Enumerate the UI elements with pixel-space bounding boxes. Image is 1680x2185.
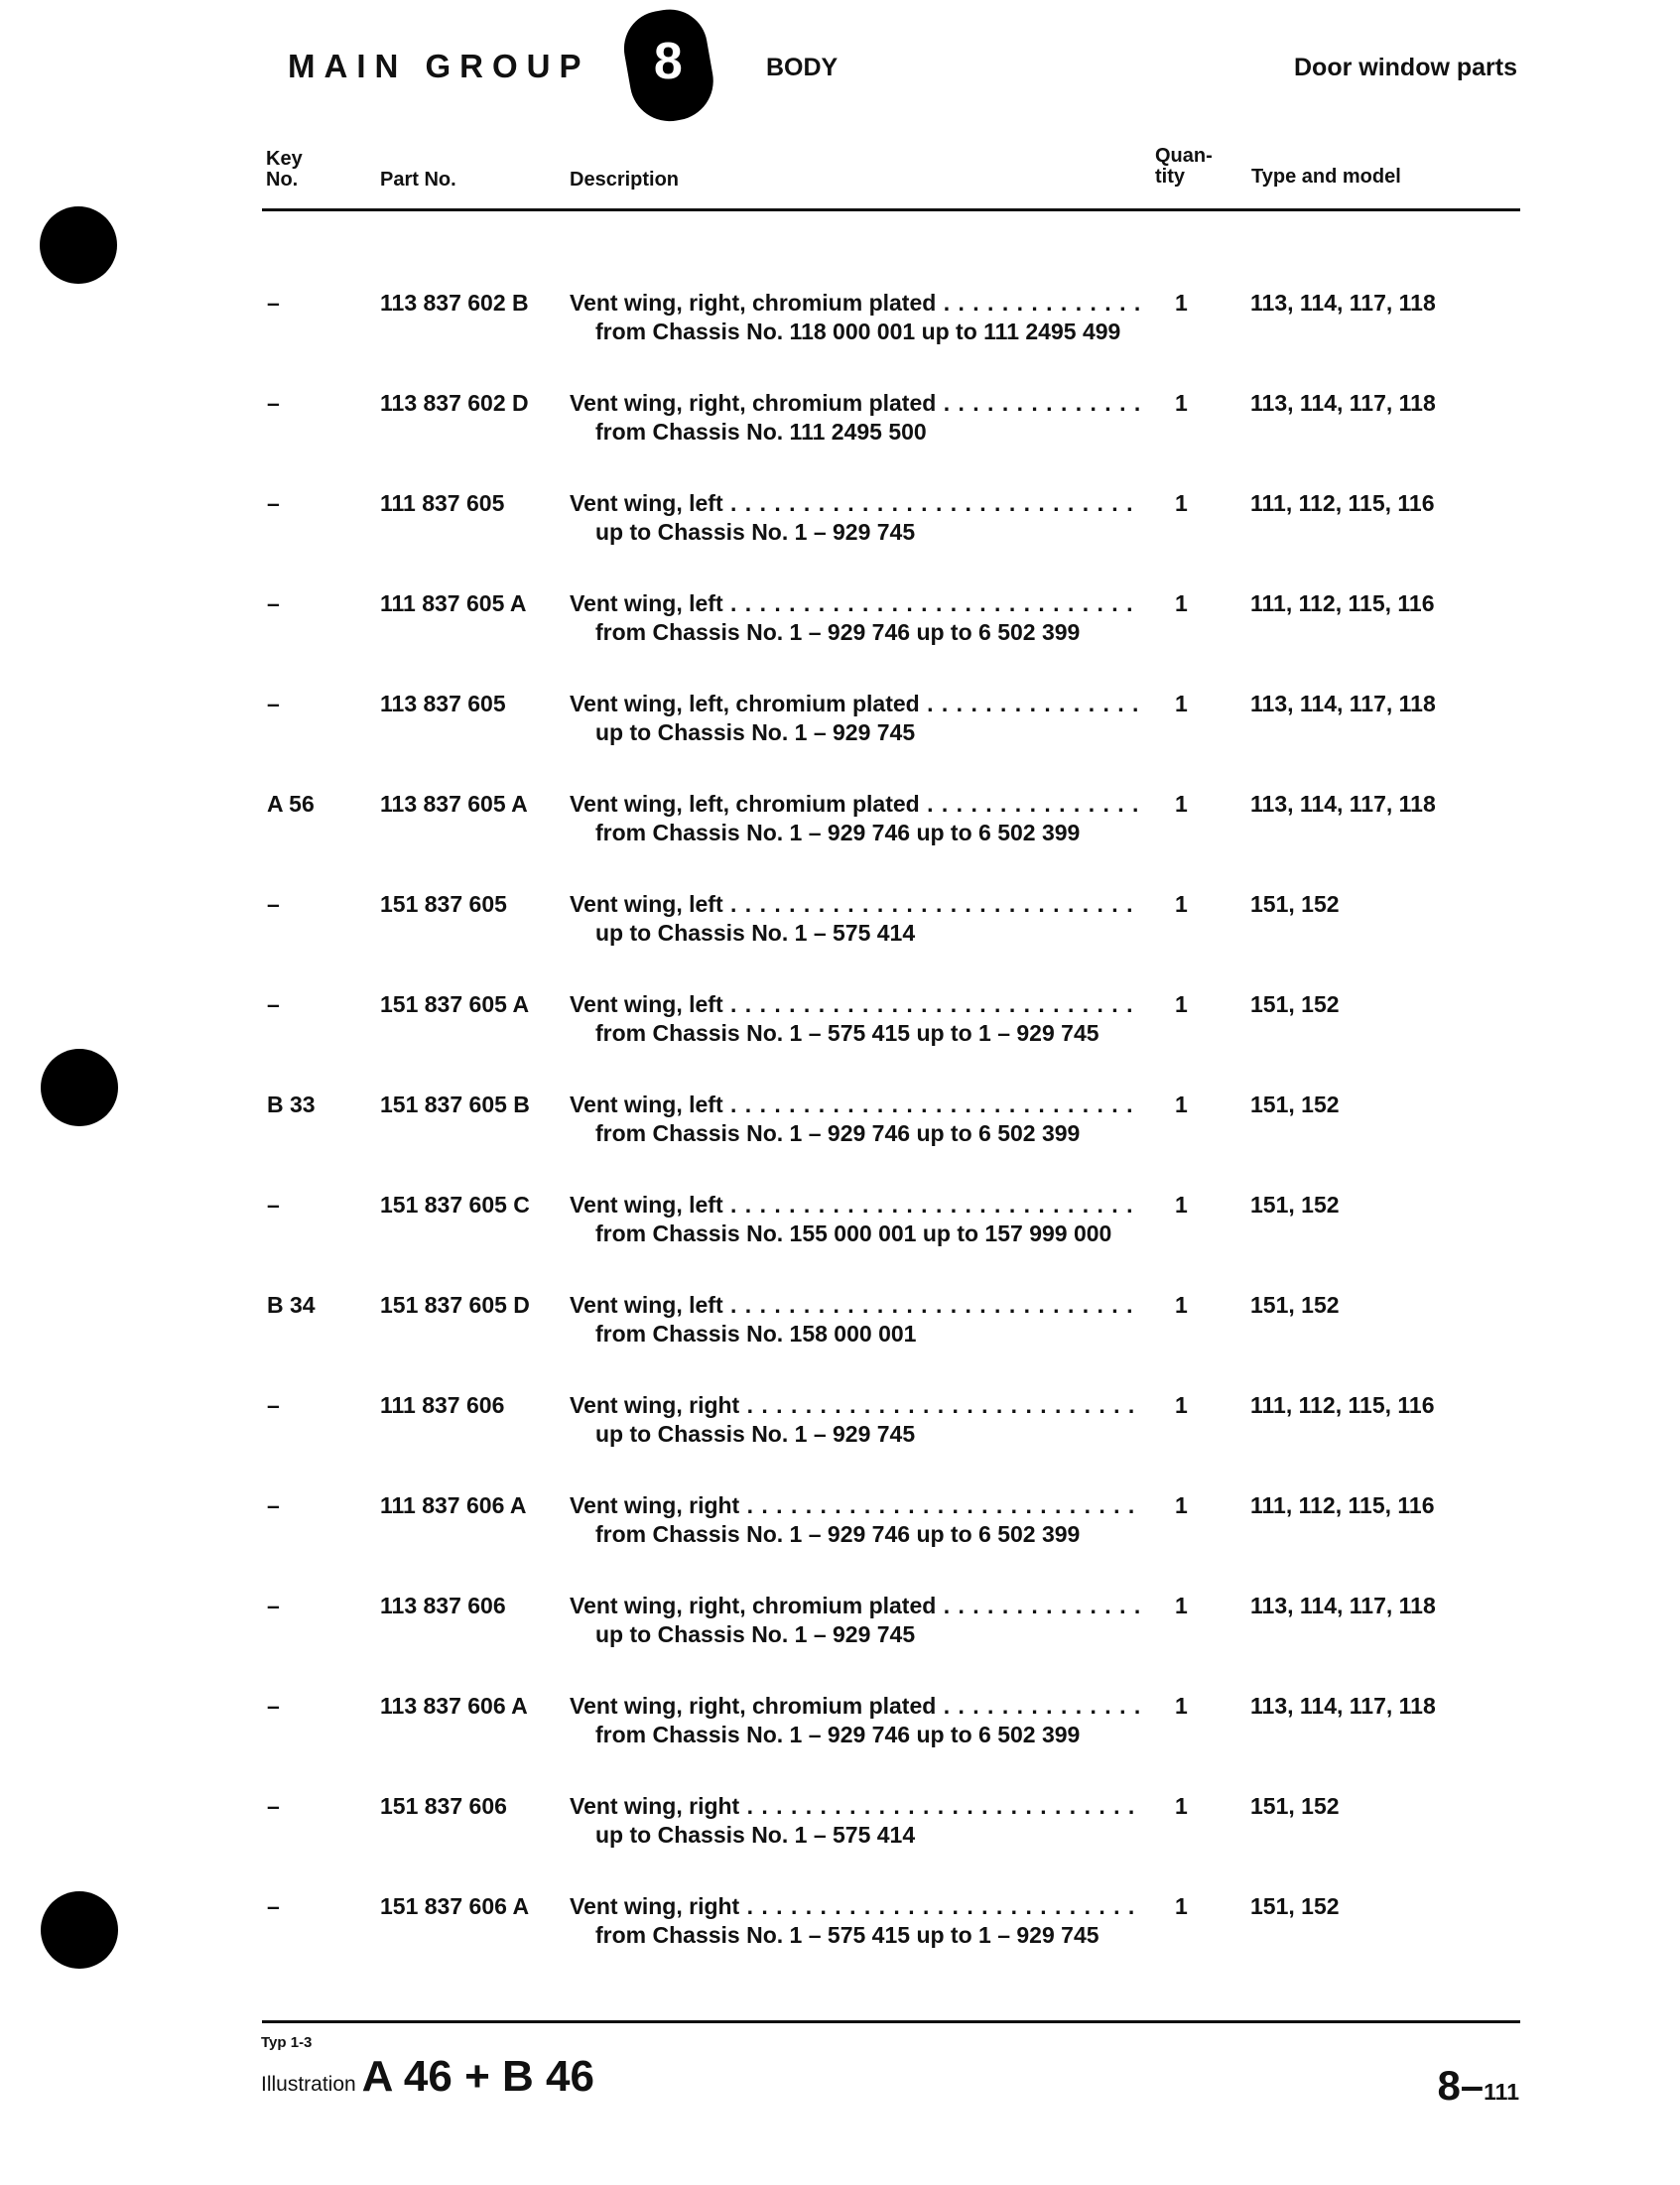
type-model: 111, 112, 115, 116 (1250, 1392, 1435, 1418)
type-model: 151, 152 (1250, 1092, 1340, 1117)
quantity: 1 (1175, 290, 1188, 316)
chassis-range: from Chassis No. 1 – 929 746 up to 6 502 399 (595, 1120, 1081, 1146)
table-row (0, 1492, 1680, 1562)
type-model: 113, 114, 117, 118 (1250, 290, 1436, 316)
chassis-range: from Chassis No. 111 2495 500 (595, 419, 927, 445)
part-no: 113 837 602 D (380, 390, 529, 416)
description: Vent wing, left . . . (570, 490, 1139, 517)
quantity: 1 (1175, 1392, 1188, 1418)
description: Vent wing, left . . . (570, 1292, 1139, 1319)
table-row (0, 1292, 1680, 1361)
part-no: 151 837 605 C (380, 1192, 530, 1218)
table-row (0, 691, 1680, 760)
key-no: – (267, 590, 280, 616)
quantity: 1 (1175, 1793, 1188, 1819)
quantity: 1 (1175, 891, 1188, 917)
chassis-range: up to Chassis No. 1 – 929 745 (595, 1621, 916, 1647)
type-model: 151, 152 (1250, 1893, 1340, 1919)
table-row (0, 590, 1680, 660)
type-model: 113, 114, 117, 118 (1250, 390, 1436, 416)
key-no: – (267, 290, 280, 316)
group-number: 8 (653, 33, 683, 91)
chassis-range: up to Chassis No. 1 – 929 745 (595, 519, 916, 545)
chassis-range: from Chassis No. 1 – 929 746 up to 6 502 399 (595, 1722, 1081, 1747)
quantity: 1 (1175, 390, 1188, 416)
type-model: 113, 114, 117, 118 (1250, 1593, 1436, 1618)
footer-illustration: Illustration A 46 + B 46 (261, 2052, 594, 2101)
table-row (0, 490, 1680, 560)
col-key-no: Key No. (266, 148, 303, 191)
quantity: 1 (1175, 1693, 1188, 1719)
table-row (0, 290, 1680, 359)
description: Vent wing, right . . . (570, 1793, 1139, 1820)
type-model: 111, 112, 115, 116 (1250, 1492, 1435, 1518)
description: Vent wing, right, chromium plated . . . (570, 1693, 1139, 1720)
chassis-range: from Chassis No. 1 – 929 746 up to 6 502 399 (595, 1521, 1081, 1547)
type-model: 113, 114, 117, 118 (1250, 791, 1436, 817)
description: Vent wing, left . . . (570, 991, 1139, 1018)
chassis-range: up to Chassis No. 1 – 929 745 (595, 1421, 916, 1447)
quantity: 1 (1175, 1092, 1188, 1117)
key-no: – (267, 1492, 280, 1518)
description: Vent wing, right . . . (570, 1392, 1139, 1419)
description: Vent wing, right, chromium plated . . . (570, 390, 1139, 417)
footer-type: Typ 1-3 (261, 2034, 313, 2051)
description: Vent wing, left, chromium plated . . . (570, 791, 1139, 818)
key-no: – (267, 691, 280, 716)
table-row (0, 1392, 1680, 1462)
key-no: – (267, 891, 280, 917)
description: Vent wing, right, chromium plated . . . (570, 290, 1139, 317)
part-no: 151 837 605 B (380, 1092, 530, 1117)
key-no: – (267, 1793, 280, 1819)
quantity: 1 (1175, 1593, 1188, 1618)
chassis-range: from Chassis No. 1 – 575 415 up to 1 – 929 745 (595, 1922, 1099, 1948)
quantity: 1 (1175, 1192, 1188, 1218)
quantity: 1 (1175, 1492, 1188, 1518)
type-model: 111, 112, 115, 116 (1250, 490, 1435, 516)
illustration-ref: A 46 + B 46 (361, 2052, 594, 2101)
type-model: 151, 152 (1250, 1192, 1340, 1218)
description: Vent wing, right . . . (570, 1492, 1139, 1519)
part-no: 151 837 606 A (380, 1893, 530, 1919)
part-no: 111 837 606 (380, 1392, 505, 1418)
quantity: 1 (1175, 1893, 1188, 1919)
key-no: – (267, 1593, 280, 1618)
page-number: 8–111 (1437, 2062, 1519, 2109)
col-description: Description (570, 169, 680, 191)
chassis-range: from Chassis No. 1 – 929 746 up to 6 502 399 (595, 820, 1081, 845)
chassis-range: up to Chassis No. 1 – 929 745 (595, 719, 916, 745)
table-row (0, 1092, 1680, 1161)
table-row (0, 1593, 1680, 1662)
main-group-label: MAIN GROUP (288, 48, 590, 84)
part-no: 113 837 606 A (380, 1693, 528, 1719)
part-no: 113 837 602 B (380, 290, 529, 316)
group-name: BODY (766, 54, 839, 81)
description: Vent wing, right, chromium plated . . . (570, 1593, 1139, 1619)
table-row (0, 1192, 1680, 1261)
key-no: – (267, 490, 280, 516)
type-model: 151, 152 (1250, 1793, 1340, 1819)
table-row (0, 891, 1680, 961)
key-no: B 33 (267, 1092, 316, 1117)
header-rule (262, 208, 1520, 211)
part-no: 113 837 605 (380, 691, 506, 716)
part-no: 151 837 605 (380, 891, 507, 917)
chassis-range: from Chassis No. 1 – 929 746 up to 6 502 399 (595, 619, 1081, 645)
part-no: 151 837 605 D (380, 1292, 530, 1318)
description: Vent wing, left . . . (570, 1192, 1139, 1219)
description: Vent wing, left . . . (570, 590, 1139, 617)
col-type-model: Type and model (1251, 166, 1401, 188)
chassis-range: from Chassis No. 118 000 001 up to 111 2495 499 (595, 319, 1121, 344)
key-no: – (267, 1893, 280, 1919)
key-no: B 34 (267, 1292, 316, 1318)
description: Vent wing, left . . . (570, 891, 1139, 918)
key-no: – (267, 1693, 280, 1719)
type-model: 151, 152 (1250, 991, 1340, 1017)
description: Vent wing, left, chromium plated . . . (570, 691, 1139, 717)
table-row (0, 791, 1680, 860)
punch-hole-top (40, 206, 117, 284)
type-model: 151, 152 (1250, 891, 1340, 917)
col-quantity: Quan- tity (1155, 145, 1213, 188)
key-no: – (267, 390, 280, 416)
part-no: 151 837 605 A (380, 991, 530, 1017)
type-model: 111, 112, 115, 116 (1250, 590, 1435, 616)
chassis-range: from Chassis No. 155 000 001 up to 157 999 000 (595, 1221, 1112, 1246)
key-no: – (267, 1192, 280, 1218)
chassis-range: up to Chassis No. 1 – 575 414 (595, 920, 916, 946)
quantity: 1 (1175, 791, 1188, 817)
table-row (0, 1893, 1680, 1963)
description: Vent wing, left . . . (570, 1092, 1139, 1118)
group-number-badge (618, 4, 719, 128)
part-no: 111 837 606 A (380, 1492, 527, 1518)
footer-rule (262, 2020, 1520, 2023)
type-model: 151, 152 (1250, 1292, 1340, 1318)
table-row (0, 1693, 1680, 1762)
chassis-range: from Chassis No. 1 – 575 415 up to 1 – 929 745 (595, 1020, 1099, 1046)
part-no: 111 837 605 (380, 490, 505, 516)
col-part-no: Part No. (380, 169, 456, 191)
key-no: – (267, 991, 280, 1017)
type-model: 113, 114, 117, 118 (1250, 691, 1436, 716)
type-model: 113, 114, 117, 118 (1250, 1693, 1436, 1719)
table-row (0, 991, 1680, 1061)
description: Vent wing, right . . . (570, 1893, 1139, 1920)
table-row (0, 390, 1680, 459)
part-no: 113 837 606 (380, 1593, 506, 1618)
quantity: 1 (1175, 991, 1188, 1017)
part-no: 151 837 606 (380, 1793, 507, 1819)
quantity: 1 (1175, 590, 1188, 616)
quantity: 1 (1175, 490, 1188, 516)
key-no: – (267, 1392, 280, 1418)
chassis-range: from Chassis No. 158 000 001 (595, 1321, 917, 1347)
quantity: 1 (1175, 691, 1188, 716)
quantity: 1 (1175, 1292, 1188, 1318)
table-row (0, 1793, 1680, 1863)
part-no: 113 837 605 A (380, 791, 528, 817)
section-title: Door window parts (1294, 54, 1517, 81)
part-no: 111 837 605 A (380, 590, 527, 616)
chassis-range: up to Chassis No. 1 – 575 414 (595, 1822, 916, 1848)
key-no: A 56 (267, 791, 315, 817)
